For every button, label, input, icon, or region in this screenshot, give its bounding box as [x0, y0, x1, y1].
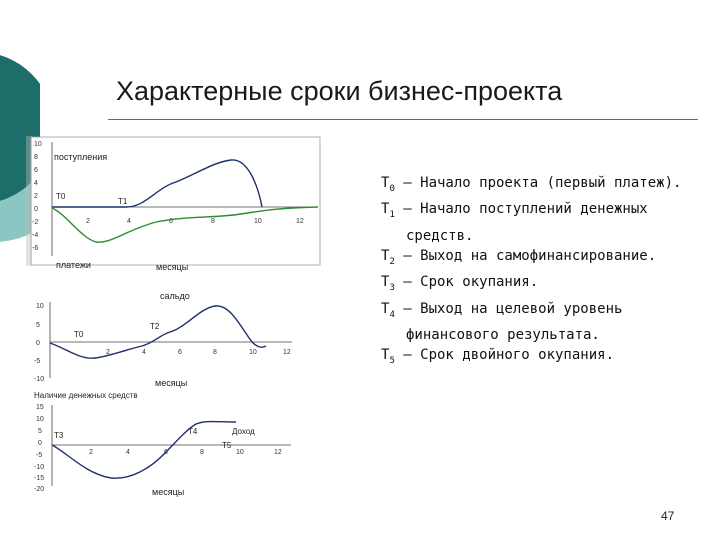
chart2-ytick: -5 [34, 358, 41, 365]
title-divider [108, 119, 698, 120]
chart3-marker-t3: T3 [54, 431, 64, 440]
chart2-xtick: 6 [178, 349, 182, 356]
chart-balance [30, 290, 296, 390]
chart1-xtick: 12 [296, 218, 304, 225]
chart3-ytick: 15 [36, 404, 44, 411]
definition-item: $T_4$ – Выход на целевой уровень финансового результата. [381, 300, 623, 343]
chart1-marker-t1: T1 [118, 197, 128, 206]
chart2-xtick: 2 [106, 349, 110, 356]
chart1-ytick: 2 [34, 193, 38, 200]
chart1-ytick: -6 [32, 245, 39, 252]
chart2-xtick: 8 [213, 349, 217, 356]
chart-cash-availability [26, 390, 296, 500]
slide-title: Характерные сроки бизнес-проекта [116, 76, 563, 106]
chart3-xtick: 4 [126, 449, 130, 456]
chart1-label-payments: платежи [56, 260, 91, 270]
chart3-ytick: -10 [34, 464, 45, 471]
page-number: 47 [661, 509, 675, 523]
chart3-xtick: 8 [200, 449, 204, 456]
chart2-marker-t0: T0 [74, 330, 84, 339]
chart3-xtick: 10 [236, 449, 244, 456]
chart1-xlabel: месяцы [156, 262, 189, 272]
definition-item: $T_0$ – Начало проекта (первый платеж). [381, 175, 682, 194]
chart1-ytick: 8 [34, 154, 38, 161]
chart1-xtick: 4 [127, 218, 131, 225]
chart2-xtick: 10 [249, 349, 257, 356]
chart2-ytick: 0 [36, 340, 40, 347]
chart3-xtick: 6 [164, 449, 168, 456]
chart3-ytick: 10 [36, 416, 44, 423]
chart3-ytick: -5 [36, 452, 43, 459]
chart3-ytick: -20 [34, 486, 45, 493]
chart1-label-receipts: поступления [54, 152, 108, 162]
chart1-ytick: -4 [32, 232, 39, 239]
chart-receipts-payments [26, 136, 326, 274]
chart3-ytick: 0 [38, 440, 42, 447]
definition-item: $T_1$ – Начало поступлений денежных средств. [381, 201, 648, 244]
chart1-ytick: 6 [34, 167, 38, 174]
chart3-cash-line [52, 422, 236, 479]
chart3-title: Наличие денежных средств [34, 391, 138, 400]
chart1-ytick: 4 [34, 180, 38, 187]
definitions-list [381, 173, 701, 372]
chart2-xlabel: месяцы [155, 378, 188, 388]
chart2-ytick: 10 [36, 303, 44, 310]
chart3-marker-t5: T5 [222, 441, 232, 450]
chart3-ytick: 5 [38, 428, 42, 435]
chart3-xtick: 2 [89, 449, 93, 456]
chart1-xtick: 10 [254, 218, 262, 225]
chart2-ytick: -10 [34, 376, 45, 383]
chart3-annotation: Доход [232, 427, 255, 436]
chart2-ytick: 5 [36, 322, 40, 329]
chart3-ytick: -15 [34, 475, 45, 482]
definition-item: $T_3$ – Срок окупания. [381, 274, 539, 294]
chart1-ytick: 10 [34, 141, 42, 148]
definition-item: $T_5$ – Срок двойного окупания. [381, 347, 615, 367]
chart2-marker-t2: T2 [150, 322, 160, 331]
chart3-xtick: 12 [274, 449, 282, 456]
chart1-xtick: 6 [169, 218, 173, 225]
chart1-ytick: -2 [32, 219, 39, 226]
chart2-xtick: 4 [142, 349, 146, 356]
chart1-xtick: 2 [86, 218, 90, 225]
chart3-marker-t4: T4 [188, 427, 198, 436]
chart3-xlabel: месяцы [152, 487, 185, 497]
chart1-xtick: 8 [211, 218, 215, 225]
chart1-marker-t0: T0 [56, 192, 66, 201]
chart2-xtick: 12 [283, 349, 291, 356]
chart1-ytick: 0 [34, 206, 38, 213]
chart2-title: сальдо [160, 291, 190, 301]
definition-item: $T_2$ – Выход на самофинансирование. [381, 248, 657, 267]
